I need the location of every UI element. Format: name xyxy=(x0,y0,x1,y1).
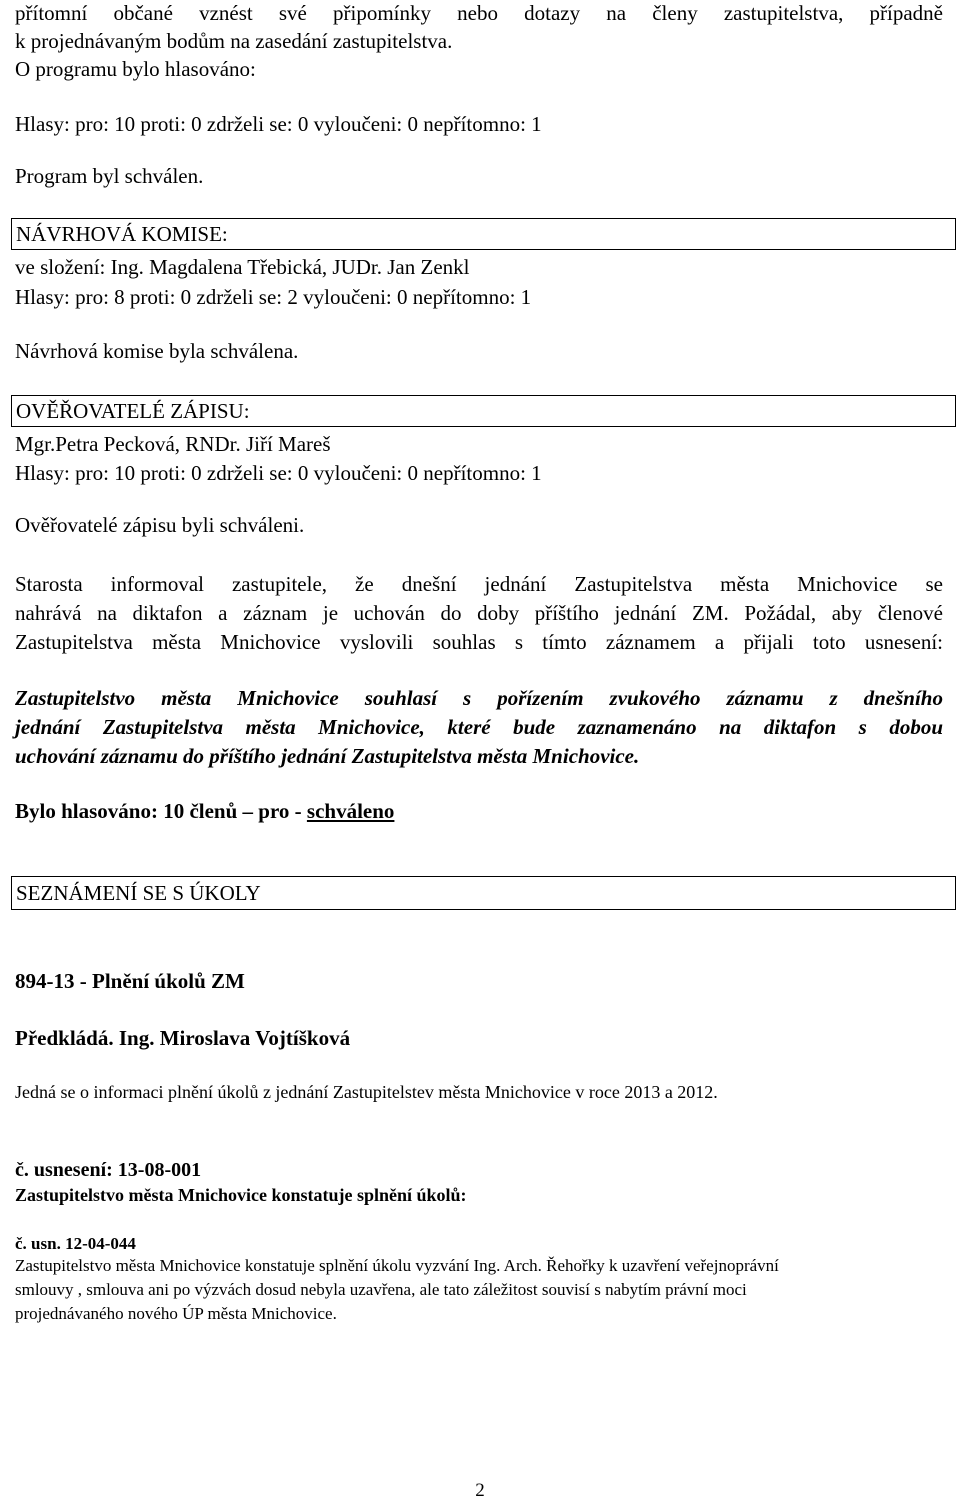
hlasovani-result: schváleno xyxy=(306,799,395,823)
hlasovani-prefix: Bylo hlasováno: 10 členů – pro - xyxy=(15,799,307,823)
starosta-line-3: Zastupitelstva města Mnichovice vyslovili souhlas s tímto záznamem a přijali toto usnesení: xyxy=(15,630,943,654)
ukoly-heading: SEZNÁMENÍ SE S ÚKOLY xyxy=(11,876,956,910)
usneseni-line-2: jednání Zastupitelstva města Mnichovice, které bude zaznamenáno na diktafon s dobou xyxy=(15,715,943,739)
program-vote: Hlasy: pro: 10 proti: 0 zdrželi se: 0 vyloučeni: 0 nepřítomno: 1 xyxy=(15,112,542,136)
usneseni-line-1: Zastupitelstvo města Mnichovice souhlasí s pořízením zvukového záznamu z dnešního xyxy=(15,686,943,710)
intro-line-1: přítomní občané vznést své připomínky nebo dotazy na členy zastupitelstva, případně xyxy=(15,1,943,25)
overovatele-heading: OVĚŘOVATELÉ ZÁPISU: xyxy=(11,395,956,427)
navrhova-result: Návrhová komise byla schválena. xyxy=(15,339,299,363)
intro-line-2: k projednávaným bodům na zasedání zastupitelstva. xyxy=(15,29,453,53)
usneseni-line-3: uchování záznamu do příštího jednání Zastupitelstva města Mnichovice. xyxy=(15,744,640,768)
navrhova-members: ve složení: Ing. Magdalena Třebická, JUDr. Jan Zenkl xyxy=(15,255,470,279)
navrhova-vote: Hlasy: pro: 8 proti: 0 zdrželi se: 2 vyloučeni: 0 nepřítomno: 1 xyxy=(15,285,532,309)
starosta-line-2: nahrává na diktafon a záznam je uchován do doby příštího jednání ZM. Požádal, aby členové xyxy=(15,601,943,625)
ukoly-predklada: Předkládá. Ing. Miroslava Vojtíšková xyxy=(15,1026,351,1050)
page-number: 2 xyxy=(475,1480,485,1501)
intro-line-3: O programu bylo hlasováno: xyxy=(15,57,256,81)
ukoly-konstatuje: Zastupitelstvo města Mnichovice konstatuje splnění úkolů: xyxy=(15,1185,467,1205)
ukoly-text-2: smlouvy , smlouva ani po výzvách dosud nebyla uzavřena, ale tato záležitost souvisí s nabytím právní moci xyxy=(15,1280,747,1299)
program-result: Program byl schválen. xyxy=(15,164,204,188)
ukoly-cislo-usneseni: č. usnesení: 13-08-001 xyxy=(15,1159,202,1181)
ukoly-text-3: projednávaného nového ÚP města Mnichovice. xyxy=(15,1304,337,1323)
hlasovani-line xyxy=(15,798,394,824)
ukoly-usn: č. usn. 12-04-044 xyxy=(15,1234,136,1253)
starosta-line-1: Starosta informoval zastupitele, že dnešní jednání Zastupitelstva města Mnichovice se xyxy=(15,572,943,596)
ukoly-text-1: Zastupitelstvo města Mnichovice konstatuje splnění úkolu vyzvání Ing. Arch. Řehořky k uzavření veřejnoprávní xyxy=(15,1256,779,1275)
overovatele-members: Mgr.Petra Pecková, RNDr. Jiří Mareš xyxy=(15,432,331,456)
ukoly-info: Jedná se o informaci plnění úkolů z jednání Zastupitelstev města Mnichovice v roce 2013 a 2012. xyxy=(15,1082,718,1102)
overovatele-vote: Hlasy: pro: 10 proti: 0 zdrželi se: 0 vyloučeni: 0 nepřítomno: 1 xyxy=(15,461,542,485)
navrhova-komise-heading: NÁVRHOVÁ KOMISE: xyxy=(11,218,956,250)
ukoly-item-title: 894-13 - Plnění úkolů ZM xyxy=(15,969,245,993)
overovatele-result: Ověřovatelé zápisu byli schváleni. xyxy=(15,513,305,537)
